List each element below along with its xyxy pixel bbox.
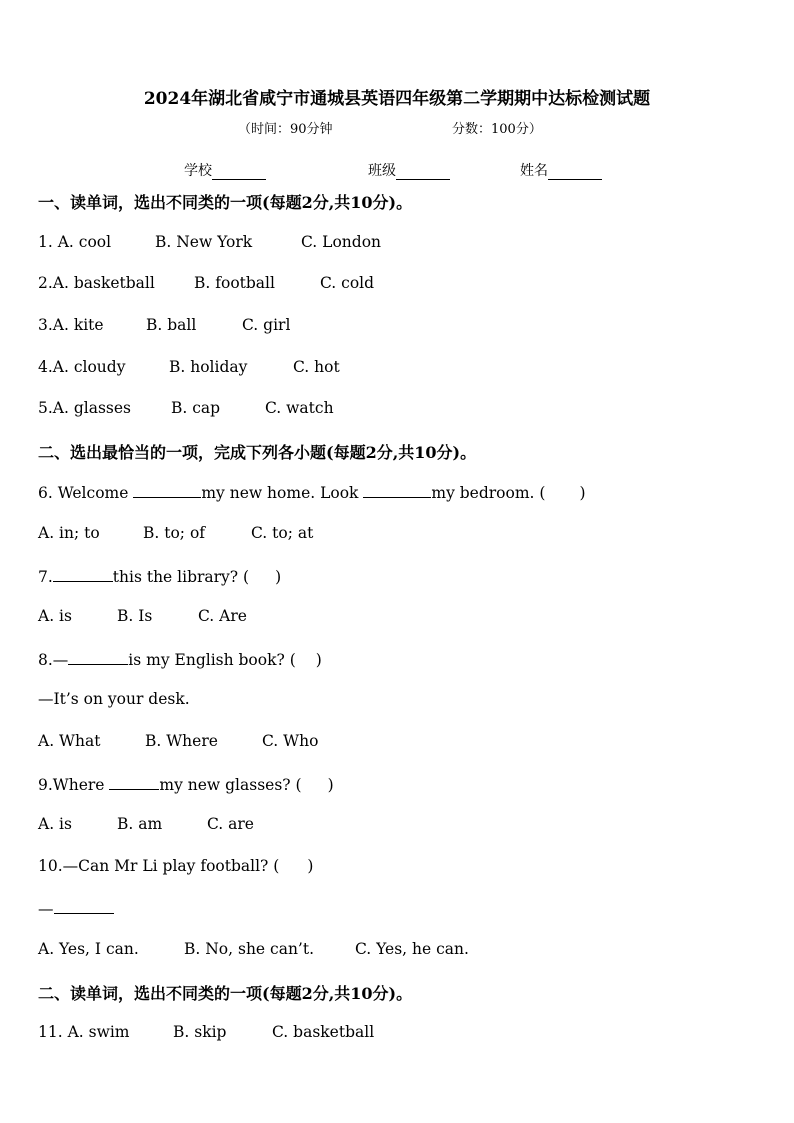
section-2-heading: 二、选出最恰当的一项，完成下列各小题(每题2分,共10分)。 bbox=[38, 443, 477, 462]
q2-option-c: C. cold bbox=[320, 274, 375, 292]
q5-option-a: 5.A. glasses bbox=[38, 399, 131, 417]
q9-blank[interactable] bbox=[109, 774, 159, 790]
name-label: 姓名 bbox=[520, 163, 548, 179]
q11-option-a: 11. A. swim bbox=[38, 1023, 130, 1041]
question-11 bbox=[38, 1023, 374, 1041]
question-8-options bbox=[38, 732, 318, 750]
q6-text-2: my new home. Look bbox=[201, 484, 364, 502]
question-10-answer bbox=[38, 898, 114, 918]
question-10 bbox=[38, 857, 313, 875]
q10-blank[interactable] bbox=[54, 898, 114, 914]
section-1-heading: 一、读单词，选出不同类的一项(每题2分,共10分)。 bbox=[38, 193, 413, 212]
question-8 bbox=[38, 649, 322, 669]
q10-text-1: 10.—Can Mr Li play football? ( bbox=[38, 857, 280, 875]
q9-option-a: A. is bbox=[38, 815, 72, 833]
q9-text-2: my new glasses? ( bbox=[159, 776, 302, 794]
q5-option-c: C. watch bbox=[265, 399, 334, 417]
q6-text-1: 6. Welcome bbox=[38, 484, 134, 502]
school-label: 学校 bbox=[184, 163, 212, 179]
q8-option-a: A. What bbox=[38, 732, 101, 750]
q11-option-b: B. skip bbox=[173, 1023, 227, 1041]
question-1 bbox=[38, 233, 381, 251]
q7-blank[interactable] bbox=[53, 566, 113, 582]
q8-option-c: C. Who bbox=[262, 732, 319, 750]
q7-text-2: this the library? ( bbox=[112, 568, 250, 586]
question-5 bbox=[38, 399, 334, 417]
q8-blank[interactable] bbox=[68, 649, 128, 665]
q10-dash: — bbox=[38, 900, 54, 918]
school-blank[interactable] bbox=[212, 165, 266, 180]
q10-text-2: ) bbox=[307, 857, 314, 875]
question-10-options bbox=[38, 940, 469, 958]
exam-score: 分数：100分） bbox=[452, 122, 542, 137]
q7-text-3: ) bbox=[275, 568, 282, 586]
q1-option-a: 1. A. cool bbox=[38, 233, 112, 251]
question-9-options bbox=[38, 815, 254, 833]
question-4 bbox=[38, 358, 340, 376]
q8-text-2: is my English book? ( bbox=[128, 651, 296, 669]
q2-option-a: 2.A. basketball bbox=[38, 274, 155, 292]
page-title: 2024年湖北省咸宁市通城县英语四年级第二学期期中达标检测试题 bbox=[143, 89, 651, 109]
q7-option-c: C. Are bbox=[198, 607, 247, 625]
question-3 bbox=[38, 316, 290, 334]
q9-option-c: C. are bbox=[207, 815, 254, 833]
q6-blank-2[interactable] bbox=[363, 482, 431, 498]
question-2 bbox=[38, 274, 374, 292]
q11-option-c: C. basketball bbox=[272, 1023, 375, 1041]
q5-option-b: B. cap bbox=[171, 399, 221, 417]
q6-text-4: ) bbox=[579, 484, 586, 502]
q10-option-b: B. No, she can’t. bbox=[184, 940, 315, 958]
name-blank[interactable] bbox=[548, 165, 602, 180]
q6-option-c: C. to; at bbox=[251, 524, 314, 542]
exam-time: （时间：90分钟 bbox=[238, 122, 333, 137]
q6-text-3: my bedroom. ( bbox=[431, 484, 546, 502]
q8-option-b: B. Where bbox=[145, 732, 218, 750]
question-7 bbox=[38, 566, 281, 586]
q4-option-a: 4.A. cloudy bbox=[38, 358, 126, 376]
question-9 bbox=[38, 774, 334, 794]
class-field bbox=[368, 160, 450, 180]
q4-option-c: C. hot bbox=[293, 358, 340, 376]
q8-text-1: 8.— bbox=[38, 651, 69, 669]
q10-option-a: A. Yes, I can. bbox=[38, 940, 139, 958]
q3-option-c: C. girl bbox=[242, 316, 291, 334]
question-6 bbox=[38, 482, 586, 502]
q1-option-c: C. London bbox=[301, 233, 382, 251]
question-7-options bbox=[38, 607, 247, 625]
q9-text-1: 9.Where bbox=[38, 776, 110, 794]
q9-text-3: ) bbox=[327, 776, 334, 794]
q8-text-3: ) bbox=[315, 651, 322, 669]
q6-option-a: A. in; to bbox=[38, 524, 100, 542]
q1-option-b: B. New York bbox=[155, 233, 253, 251]
question-6-options bbox=[38, 524, 313, 542]
question-8-answer: —It’s on your desk. bbox=[38, 690, 190, 708]
q7-option-a: A. is bbox=[38, 607, 72, 625]
q6-option-b: B. to; of bbox=[143, 524, 206, 542]
class-label: 班级 bbox=[368, 163, 396, 179]
q3-option-b: B. ball bbox=[146, 316, 197, 334]
q7-text-1: 7. bbox=[38, 568, 53, 586]
q4-option-b: B. holiday bbox=[169, 358, 248, 376]
section-3-heading: 二、读单词，选出不同类的一项(每题2分,共10分)。 bbox=[38, 984, 413, 1003]
q2-option-b: B. football bbox=[194, 274, 275, 292]
q9-option-b: B. am bbox=[117, 815, 163, 833]
class-blank[interactable] bbox=[396, 165, 450, 180]
name-field bbox=[520, 160, 602, 180]
school-field bbox=[184, 160, 266, 180]
q3-option-a: 3.A. kite bbox=[38, 316, 104, 334]
q7-option-b: B. Is bbox=[117, 607, 153, 625]
q10-option-c: C. Yes, he can. bbox=[355, 940, 469, 958]
q6-blank-1[interactable] bbox=[133, 482, 201, 498]
